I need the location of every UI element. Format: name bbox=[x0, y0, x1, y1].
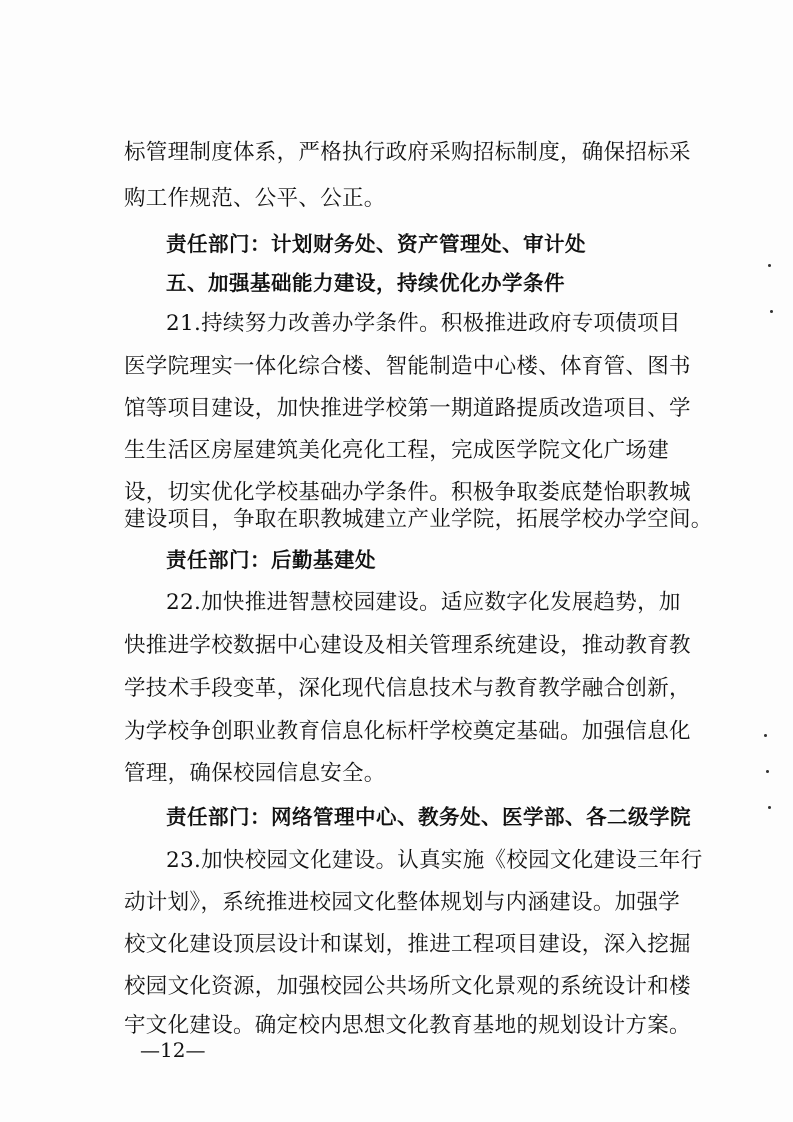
item-22-title-line: 22.加快推进智慧校园建设。适应数字化发展趋势，加 bbox=[166, 590, 681, 615]
scan-speck bbox=[766, 770, 769, 773]
section-heading: 五、加强基础能力建设，持续优化办学条件 bbox=[166, 271, 565, 295]
body-line: 购工作规范、公平、公正。 bbox=[124, 186, 386, 211]
body-line: 快推进学校数据中心建设及相关管理系统建设，推动教育教 bbox=[124, 633, 691, 658]
body-line: 建设项目，争取在职教城建立产业学院，拓展学校办学空间。 bbox=[124, 507, 713, 532]
responsible-departments-heading: 责任部门：后勤基建处 bbox=[166, 548, 376, 572]
body-line: 管理，确保校园信息安全。 bbox=[124, 761, 386, 786]
body-line: 医学院理实一体化综合楼、智能制造中心楼、体育管、图书 bbox=[124, 354, 691, 379]
body-line: 学技术手段变革，深化现代信息技术与教育教学融合创新， bbox=[124, 676, 691, 701]
scan-speck bbox=[768, 806, 771, 809]
body-line: 为学校争创职业教育信息化标杆学校奠定基础。加强信息化 bbox=[124, 719, 691, 744]
body-line: 馆等项目建设，加快推进学校第一期道路提质改造项目、学 bbox=[124, 396, 691, 421]
item-21-title-line: 21.持续努力改善办学条件。积极推进政府专项债项目 bbox=[166, 311, 681, 336]
scan-speck bbox=[770, 310, 773, 313]
responsible-departments-heading: 责任部门：计划财务处、资产管理处、审计处 bbox=[166, 232, 586, 256]
body-line: 校文化建设顶层设计和谋划，推进工程项目建设，深入挖掘 bbox=[124, 932, 691, 957]
body-line: 标管理制度体系，严格执行政府采购招标制度，确保招标采 bbox=[124, 140, 691, 165]
scan-speck bbox=[768, 264, 771, 267]
body-line: 校园文化资源，加强校园公共场所文化景观的系统设计和楼 bbox=[124, 974, 691, 999]
page-number: —12— bbox=[140, 1038, 206, 1062]
body-line: 设，切实优化学校基础办学条件。积极争取娄底楚怡职教城 bbox=[124, 480, 691, 505]
scan-speck bbox=[764, 734, 767, 737]
body-line: 动计划》，系统推进校园文化整体规划与内涵建设。加强学 bbox=[124, 890, 681, 915]
item-23-title-line: 23.加快校园文化建设。认真实施《校园文化建设三年行 bbox=[166, 848, 703, 873]
body-line: 生生活区房屋建筑美化亮化工程，完成医学院文化广场建 bbox=[124, 438, 670, 463]
responsible-departments-heading: 责任部门：网络管理中心、教务处、医学部、各二级学院 bbox=[166, 805, 691, 829]
body-line: 宇文化建设。确定校内思想文化教育基地的规划设计方案。 bbox=[124, 1013, 691, 1038]
